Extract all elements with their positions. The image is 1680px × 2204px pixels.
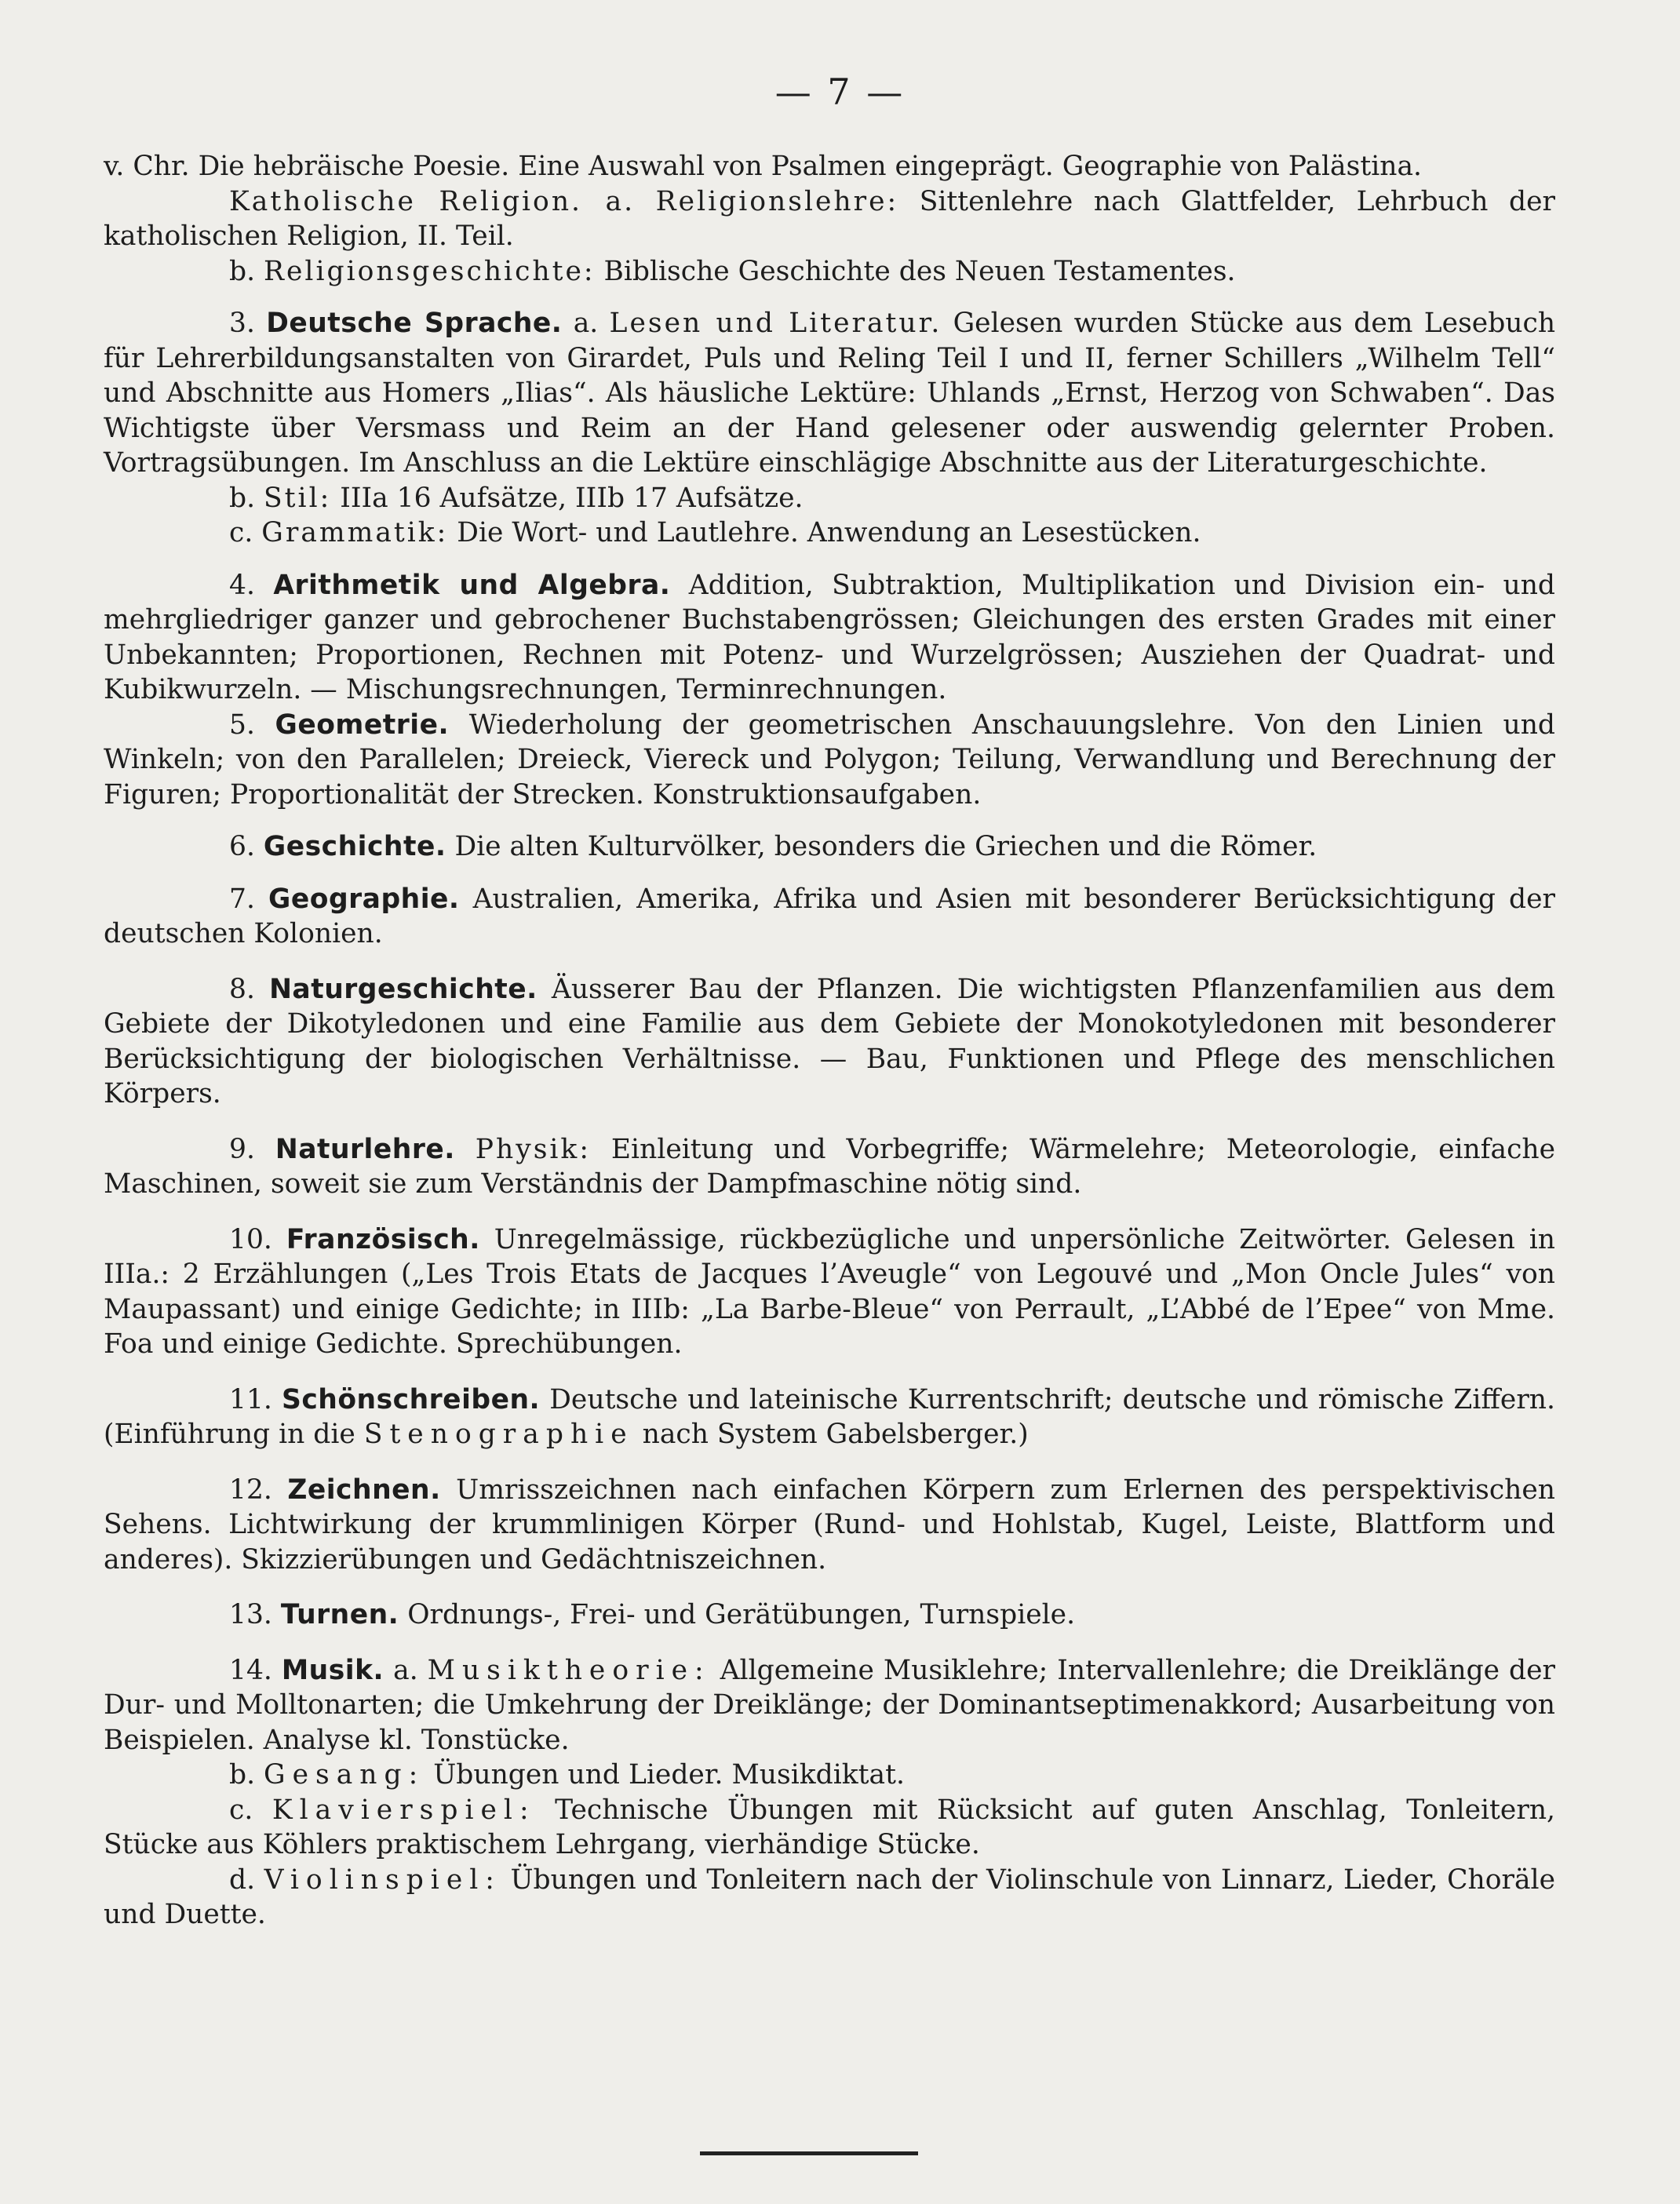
section-number: 4. [229, 569, 255, 601]
spaced-term: Grammatik: [261, 517, 449, 548]
paragraph-lead: a. [573, 308, 599, 339]
section-heading: Arithmetik und Algebra. [273, 569, 671, 601]
spaced-term: Musiktheorie: [427, 1654, 711, 1686]
paragraph-religion-intro [104, 149, 1555, 184]
paragraph-text: Übungen und Tonleitern nach der Violinschule von Linnarz, Lieder, Choräle und Duette. [104, 1863, 1555, 1930]
paragraph-text: Technische Übungen mit Rücksicht auf guten Anschlag, Tonleitern, Stücke aus Köhlers praktischem Lehrgang, vierhändige Stücke. [104, 1794, 1556, 1860]
section-heading: Naturlehre. [275, 1133, 455, 1165]
paragraph-text: nach System Gabelsberger.) [642, 1419, 1029, 1450]
spaced-term: Stil: [264, 482, 332, 514]
paragraph-text: Umrisszeichnen nach einfachen Körpern zum Erlernen des perspektivischen Sehens. Lichtwirkung der krummlinigen Körper (Rund- und Hohlstab, Kugel, Leiste, Blattform und anderes). Skizzierübungen und Gedächtniszeichnen. [104, 1474, 1555, 1576]
section-arithmetic [104, 568, 1555, 708]
paragraph-lead: a. [393, 1654, 418, 1686]
section-number: 9. [229, 1133, 255, 1165]
section-heading: Musik. [281, 1654, 384, 1686]
paragraph-lead: c. [229, 517, 253, 548]
spaced-term: Lesen und Literatur. [609, 308, 942, 339]
spaced-term: Violinspiel: [264, 1863, 501, 1896]
paragraph-grammar [104, 515, 1555, 551]
section-penmanship [104, 1383, 1555, 1452]
paragraph-text: Ordnungs-, Frei- und Gerätübungen, Turnspiele. [407, 1599, 1076, 1630]
section-music [104, 1653, 1555, 1758]
section-german [104, 306, 1555, 481]
paragraph-catholic-religion [104, 184, 1555, 254]
section-number: 10. [229, 1223, 272, 1255]
paragraph-text: Übungen und Lieder. Musikdiktat. [433, 1759, 905, 1791]
section-natural-history [104, 972, 1555, 1112]
section-heading: Deutsche Sprache. [266, 308, 563, 339]
spaced-term: Gesang: [264, 1759, 425, 1791]
paragraph-text: Unregelmässige, rückbezügliche und unpersönliche Zeitwörter. Gelesen in IIIa.: 2 Erzählungen („Les Trois Etats de Jacques l’Aveugle“ von Legouvé und „Mon Oncle Jules“ von Maupassant) und einige Gedichte; in IIIb: „La Barbe-Bleue“ von Perrault, „L’Abbé de l’Epee“ von Mme. Foa und einige Gedichte. Sprechübungen. [104, 1223, 1555, 1360]
section-number: 12. [229, 1474, 272, 1506]
section-physics [104, 1132, 1555, 1202]
paragraph-piano [104, 1793, 1555, 1863]
paragraph-singing [104, 1758, 1555, 1793]
section-number: 13. [229, 1599, 272, 1630]
section-number: 14. [229, 1654, 272, 1686]
section-number: 11. [229, 1383, 272, 1415]
section-number: 3. [229, 308, 255, 339]
section-heading: Geometrie. [275, 709, 450, 741]
section-heading: Schönschreiben. [281, 1383, 541, 1415]
section-number: 5. [229, 709, 255, 741]
section-number: 7. [229, 883, 255, 915]
section-drawing [104, 1473, 1555, 1578]
paragraph-text: Biblische Geschichte des Neuen Testamentes. [603, 255, 1236, 287]
section-heading: Französisch. [286, 1223, 480, 1255]
spaced-term: Klavierspiel: [271, 1794, 536, 1826]
paragraph-lead: b. [229, 482, 256, 514]
section-heading: Naturgeschichte. [269, 973, 538, 1005]
paragraph-lead: b. [229, 255, 256, 287]
section-french [104, 1222, 1555, 1362]
spaced-term: Religionslehre: [655, 185, 899, 217]
section-number: 6. [229, 831, 255, 862]
section-heading: Zeichnen. [287, 1474, 441, 1506]
section-gymnastics [104, 1597, 1555, 1633]
spaced-term: Stenographie [363, 1419, 634, 1450]
paragraph-style [104, 481, 1555, 516]
paragraph-text: Sittenlehre nach Glattfelder, Lehrbuch der katholischen Religion, II. Teil. [104, 185, 1556, 252]
section-history [104, 829, 1555, 865]
document-body [104, 149, 1555, 1933]
paragraph-text: Die Wort- und Lautlehre. Anwendung an Lesestücken. [457, 517, 1201, 548]
paragraph-text: Deutsche und lateinische Kurrentschrift; deutsche und römische Ziffern. (Einführung in die [104, 1383, 1555, 1450]
paragraph-text: v. Chr. Die hebräische Poesie. Eine Auswahl von Psalmen eingeprägt. Geographie von Palästina. [104, 151, 1422, 182]
paragraph-lead: b. [229, 1759, 256, 1791]
section-heading: Turnen. [280, 1599, 399, 1630]
paragraph-violin [104, 1863, 1555, 1933]
section-heading: Geschichte. [263, 831, 446, 862]
paragraph-text: IIIa 16 Aufsätze, IIIb 17 Aufsätze. [340, 482, 804, 514]
paragraph-text: Australien, Amerika, Afrika und Asien mit besonderer Berücksichtigung der deutschen Kolonien. [104, 883, 1555, 949]
spaced-term: Religionsgeschichte: [264, 255, 596, 287]
section-geometry [104, 708, 1555, 813]
spaced-term: Physik: [475, 1133, 591, 1165]
paragraph-text: Äusserer Bau der Pflanzen. Die wichtigsten Pflanzenfamilien aus dem Gebiete der Dikotyledonen und eine Familie aus dem Gebiete der Monokotyledonen mit besonderer Berücksichtigung der biologischen Verhältnisse. — Bau, Funktionen und Pflege des menschlichen Körpers. [104, 973, 1555, 1109]
paragraph-lead: c. [229, 1794, 253, 1826]
paragraph-text: Wiederholung der geometrischen Anschauungslehre. Von den Linien und Winkeln; von den Parallelen; Dreieck, Viereck und Polygon; Teilung, Verwandlung und Berechnung der Figuren; Proportionalität der Strecken. Konstruktionsaufgaben. [104, 709, 1555, 811]
section-geography [104, 882, 1555, 952]
paragraph-religion-history [104, 254, 1555, 290]
paragraph-text: Einleitung und Vorbegriffe; Wärmelehre; Meteorologie, einfache Maschinen, soweit sie zum Verständnis der Dampfmaschine nötig sind. [104, 1133, 1556, 1200]
page-number: — 7 — [774, 71, 906, 113]
section-heading: Geographie. [268, 883, 460, 915]
section-number: 8. [229, 973, 255, 1005]
paragraph-lead: d. [229, 1863, 256, 1896]
paragraph-text: Die alten Kulturvölker, besonders die Griechen und die Römer. [454, 831, 1317, 862]
paragraph-text: Allgemeine Musiklehre; Intervallenlehre; die Dreiklänge der Dur- und Molltonarten; die Umkehrung der Dreiklänge; der Dominantseptimenakkord; Ausarbeitung von Beispielen. Analyse kl. Tonstücke. [104, 1654, 1556, 1756]
paragraph-text: Addition, Subtraktion, Multiplikation und Division ein- und mehrgliedriger ganzer und gebrochener Buchstabengrössen; Gleichungen des ersten Grades mit einer Unbekannten; Proportionen, Rechnen mit Potenz- und Wurzelgrössen; Ausziehen der Quadrat- und Kubikwurzeln. — Mischungsrechnungen, Terminrechnungen. [104, 569, 1556, 705]
paragraph-lead: Katholische Religion. a. [229, 185, 636, 217]
end-rule [700, 2151, 918, 2155]
paragraph-text: Gelesen wurden Stücke aus dem Lesebuch für Lehrerbildungsanstalten von Girardet, Puls und Reling Teil I und II, ferner Schillers „Wilhelm Tell“ und Abschnitte aus Homers „Ilias“. Als häusliche Lektüre: Uhlands „Ernst, Herzog von Schwaben“. Das Wichtigste über Versmass und Reim an der Hand gelesener oder auswendig gelernter Proben. Vortragsübungen. Im Anschluss an die Lektüre einschlägige Abschnitte aus der Literaturgeschichte. [104, 308, 1556, 479]
